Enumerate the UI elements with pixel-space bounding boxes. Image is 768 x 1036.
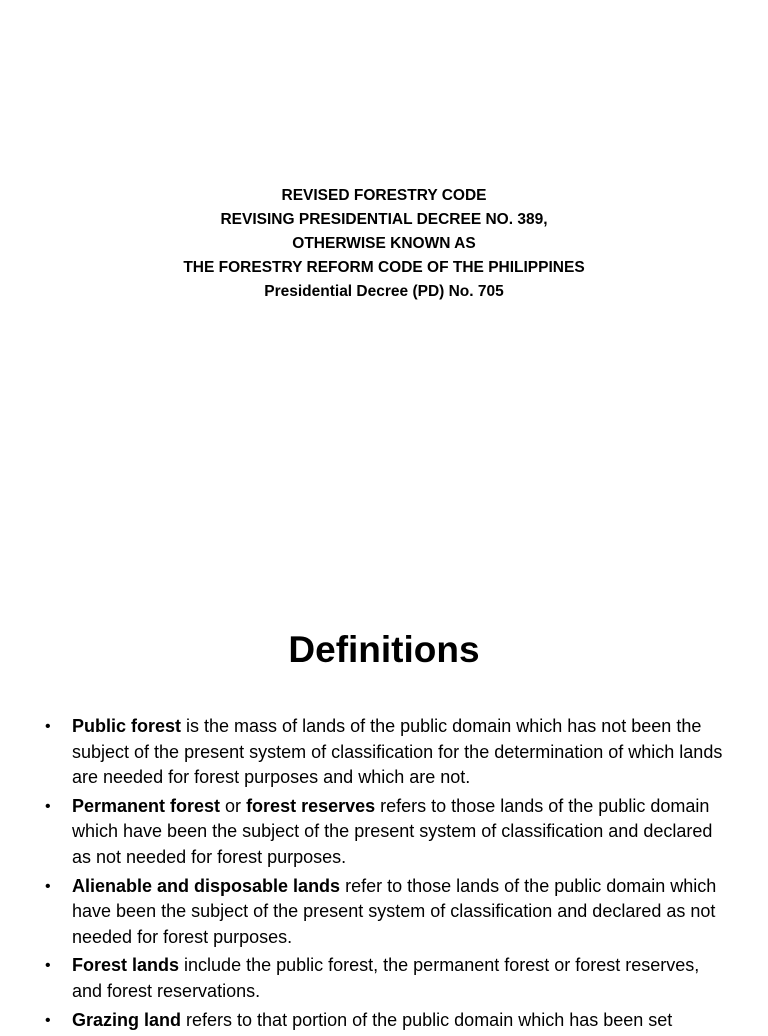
definition-term: Grazing land [72, 1009, 182, 1030]
definition-term: Public forest [72, 716, 182, 736]
definition-text: is the mass of lands of the public domain which has not been the subject of the present system of classification for the determination of which lands are needed for forest purposes and which are not. [72, 716, 723, 788]
definition-item-permanent-forest [45, 794, 732, 871]
definition-term: Permanent forest [72, 795, 221, 816]
bullet-icon: • [45, 957, 51, 975]
definition-term-secondary: forest reserves [246, 795, 376, 816]
bullet-icon: • [45, 797, 51, 815]
definitions-heading: Definitions [288, 629, 480, 670]
definition-text: refers to that portion of the public domain which has been set [181, 1009, 673, 1030]
definition-text: include the public forest, the permanent forest or forest reserves, and forest reservations. [72, 955, 700, 1001]
definition-item-forest-lands [45, 953, 732, 1004]
title-line-4: THE FORESTRY REFORM CODE OF THE PHILIPPINES [183, 259, 585, 276]
title-line-2: REVISING PRESIDENTIAL DECREE NO. 389, [220, 211, 548, 228]
definition-connector: or [220, 795, 247, 816]
definition-text: refer to those lands of the public domain which have been the subject of the present system of classification and declared as not needed for forest purposes. [72, 875, 717, 947]
definition-item-grazing-land [45, 1008, 732, 1034]
definition-term: Forest lands [72, 955, 180, 976]
definition-item-alienable-lands [45, 874, 732, 951]
title-line-3: OTHERWISE KNOWN AS [292, 235, 476, 252]
title-block [0, 184, 768, 304]
title-line-1: REVISED FORESTRY CODE [281, 187, 487, 204]
bullet-icon: • [45, 877, 51, 895]
title-line-5: Presidential Decree (PD) No. 705 [264, 283, 504, 300]
definition-term: Alienable and disposable lands [72, 875, 341, 896]
definition-text: refers to those lands of the public domain which have been the subject of the present system of classification and declared as not needed for forest purposes. [72, 795, 713, 867]
definition-item-public-forest [45, 714, 732, 791]
bullet-icon: • [45, 1011, 51, 1029]
bullet-icon: • [45, 718, 51, 735]
definitions-list [45, 714, 732, 1036]
